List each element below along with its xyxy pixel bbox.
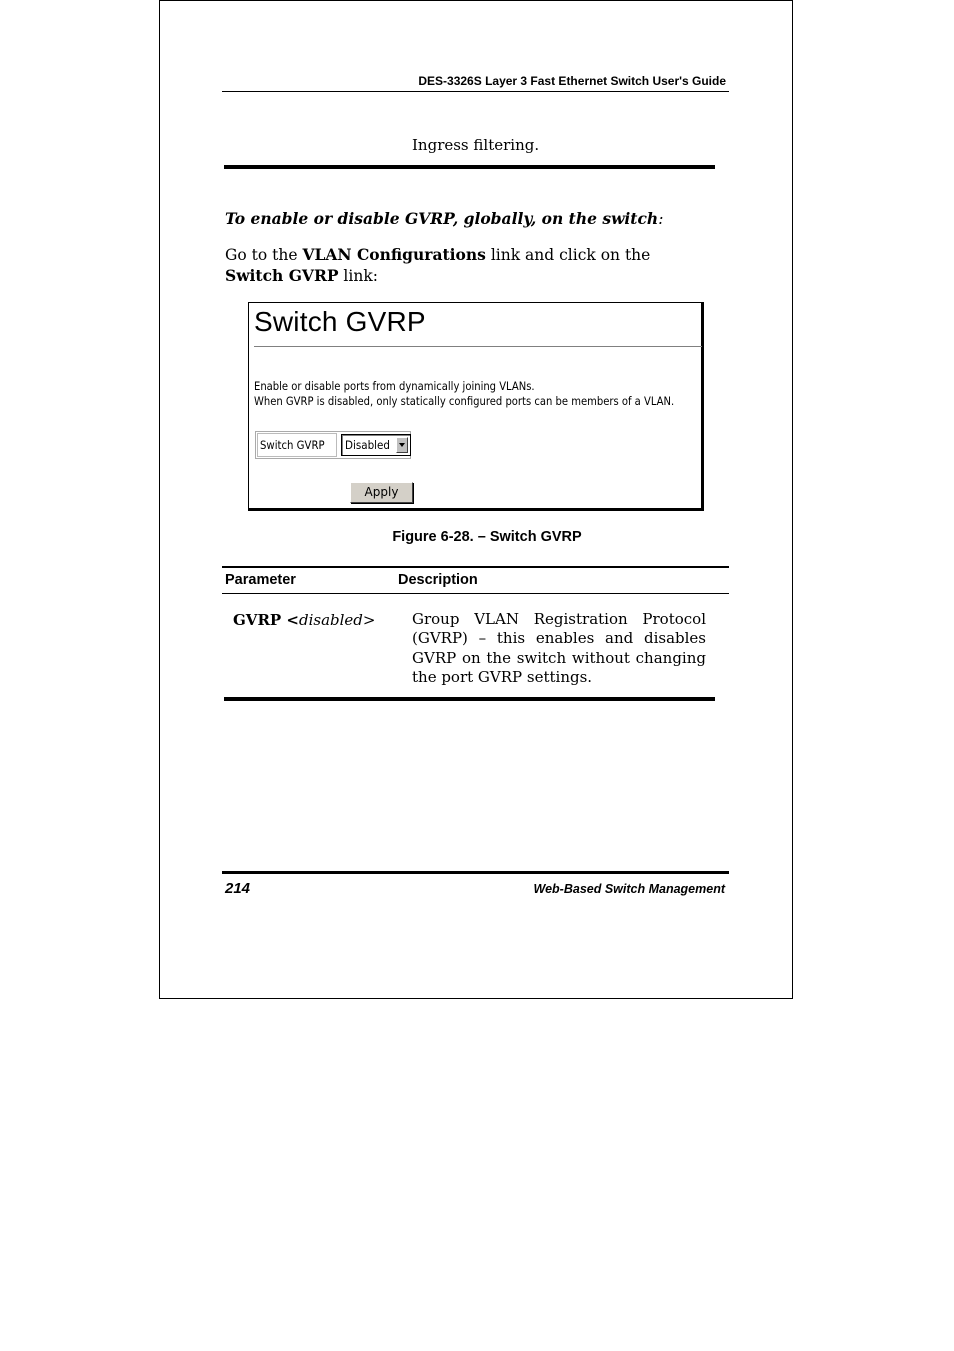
intro-link-vlan-configurations: VLAN Configurations (302, 245, 486, 264)
chevron-down-icon[interactable] (396, 437, 408, 453)
switch-gvrp-select[interactable] (341, 434, 411, 456)
param-value: disabled (298, 611, 363, 629)
header-rule (222, 91, 729, 92)
screenshot-description (254, 379, 674, 409)
screenshot-description-line-2: When GVRP is disabled, only statically configured ports can be members of a VLAN. (254, 394, 675, 408)
screenshot-title: Switch GVRP (254, 306, 426, 337)
procedure-heading (225, 209, 663, 228)
param-table-top-rule (222, 566, 729, 568)
intro-link-switch-gvrp: Switch GVRP (225, 265, 339, 285)
switch-gvrp-select-value: Disabled (345, 438, 390, 452)
figure-caption: Figure 6-28. – Switch GVRP (392, 529, 582, 545)
switch-gvrp-label: Switch GVRP (260, 438, 325, 452)
param-table-bottom-rule (224, 697, 715, 701)
running-header: DES-3326S Layer 3 Fast Ethernet Switch User's Guide (418, 74, 726, 88)
switch-gvrp-label-cell (257, 433, 337, 457)
previous-table-text: Ingress filtering. (412, 136, 540, 154)
table-bottom-rule (224, 165, 715, 169)
procedure-heading-colon: : (658, 210, 664, 228)
intro-paragraph (225, 245, 710, 286)
apply-button[interactable]: Apply (350, 482, 413, 503)
gvrp-settings-table (255, 431, 411, 459)
param-table-header-parameter: Parameter (225, 572, 296, 588)
param-table-row-description: Group VLAN Registration Protocol (GVRP) – this enables and disables GVRP on the switch without changing the port GVRP settings. (412, 610, 706, 686)
footer-title: Web-Based Switch Management (533, 882, 725, 896)
switch-gvrp-screenshot (248, 302, 704, 511)
intro-text-2: link and click on the (485, 246, 651, 264)
intro-text-1: Go to the (225, 246, 303, 264)
page-number: 214 (225, 880, 251, 897)
screenshot-description-line-1: Enable or disable ports from dynamically joining VLANs. (254, 379, 535, 393)
param-table-row-parameter (233, 611, 375, 629)
footer-rule (222, 871, 729, 874)
param-name: GVRP < (233, 611, 299, 629)
intro-text-3: link: (338, 266, 378, 285)
procedure-heading-text: To enable or disable GVRP, globally, on the switch (225, 209, 659, 228)
param-table-header-description: Description (398, 572, 478, 588)
screenshot-divider (254, 346, 702, 347)
param-table-header-rule (222, 593, 729, 594)
param-value-end: > (362, 611, 376, 629)
